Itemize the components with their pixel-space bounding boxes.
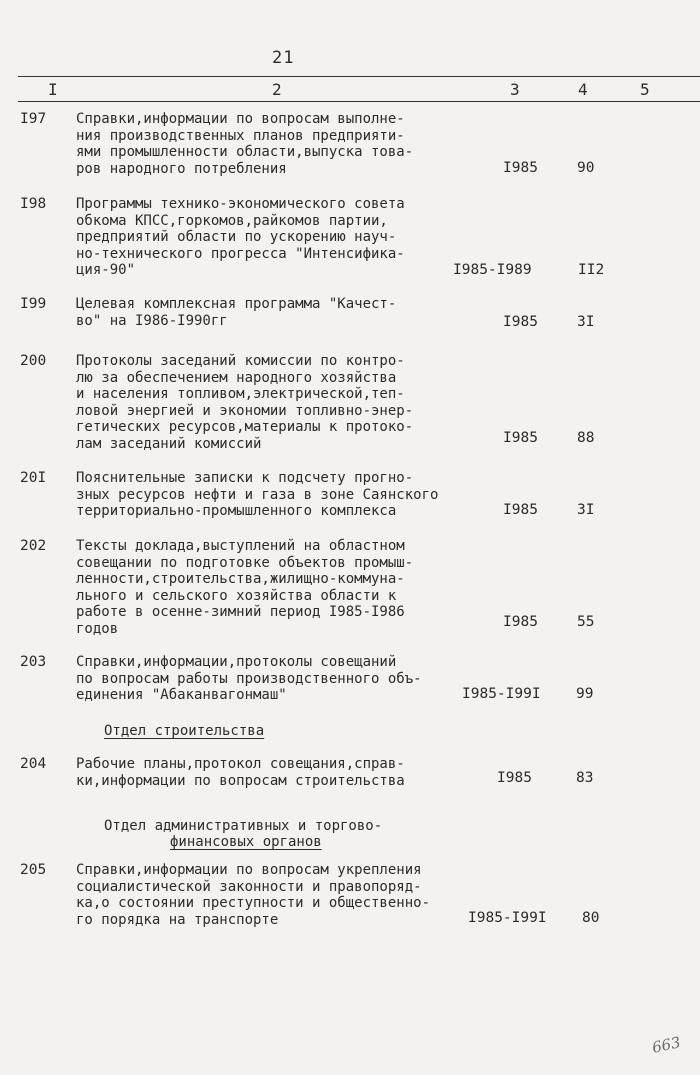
entry-years: I985 [503, 430, 538, 446]
entry-years: I985 [503, 502, 538, 518]
entry-years: I985 [497, 770, 532, 786]
entry-count: 83 [576, 770, 594, 786]
entry-years: I985-I99I [468, 910, 547, 926]
entry-count: 88 [577, 430, 595, 446]
column-header-4: 4 [578, 80, 588, 99]
entry-title: Справки,информации по вопросам укрепления социалистической законности и правопоряд- ка,о состоянии преступности и общественно- го порядка на транспорте [76, 862, 431, 928]
entry-number: I97 [20, 111, 47, 127]
section-heading-administrative: Отдел административных и торгово- [104, 818, 383, 834]
entry-title: Программы технико-экономического совета обкома КПСС,горкомов,райкомов партии, предприятий области по ускорению науч- но-технического прогресса "Интенсифика- ция-90" [76, 196, 405, 279]
entry-number: 202 [20, 538, 47, 554]
entry-number: 20I [20, 470, 47, 486]
entry-count: 80 [582, 910, 600, 926]
entry-number: 205 [20, 862, 47, 878]
entry-number: I98 [20, 196, 47, 212]
entry-count: 90 [577, 160, 595, 176]
entry-title: Тексты доклада,выступлений на областном совещании по подготовке объектов промыш- ленности,строительства,жилищно-коммуна- льного и сельского хозяйства области к работе в осенне-зимний период I985-I986 годов [76, 538, 414, 637]
page-number: 21 [272, 48, 295, 68]
entry-title: Справки,информации по вопросам выполне- ния производственных планов предприяти- ями промышленности области,выпуска това- ров народного потребления [76, 111, 414, 177]
handwritten-sheet-number: 663 [650, 1033, 683, 1057]
entry-title: Протоколы заседаний комиссии по контро- лю за обеспечением народного хозяйства и населения топливом,электрической,теп- ловой энергией и экономии топливно-энер- гетических ресурсов,материалы к протоко- лам заседаний комиссий [76, 353, 414, 452]
entry-years: I985-I989 [453, 262, 532, 278]
entry-count: II2 [578, 262, 605, 278]
entry-number: 204 [20, 756, 47, 772]
entry-title: Целевая комплексная программа "Качест- во" на I986-I990гг [76, 296, 397, 329]
entry-title: Рабочие планы,протокол совещания,справ- ки,информации по вопросам строительства [76, 756, 405, 789]
entry-years: I985 [503, 614, 538, 630]
entry-count: 3I [577, 314, 595, 330]
entry-title: Справки,информации,протоколы совещаний по вопросам работы производственного объ- единения "Абаканвагонмаш" [76, 654, 422, 704]
entry-title: Пояснительные записки к подсчету прогно- зных ресурсов нефти и газа в зоне Саянского территориально-промышленного комплекса [76, 470, 439, 520]
column-header-5: 5 [640, 80, 650, 99]
entry-number: I99 [20, 296, 47, 312]
entry-count: 55 [577, 614, 595, 630]
header-top-rule [18, 76, 700, 77]
column-header-2: 2 [272, 80, 282, 99]
column-header-1: I [48, 80, 58, 99]
entry-years: I985-I99I [462, 686, 541, 702]
entry-count: 99 [576, 686, 594, 702]
entry-number: 203 [20, 654, 47, 670]
entry-count: 3I [577, 502, 595, 518]
entry-years: I985 [503, 160, 538, 176]
entry-number: 200 [20, 353, 47, 369]
section-heading-administrative-line2: финансовых органов [170, 834, 322, 850]
header-bottom-rule [18, 101, 700, 102]
column-header-3: 3 [510, 80, 520, 99]
section-heading-construction: Отдел строительства [104, 723, 265, 739]
entry-years: I985 [503, 314, 538, 330]
